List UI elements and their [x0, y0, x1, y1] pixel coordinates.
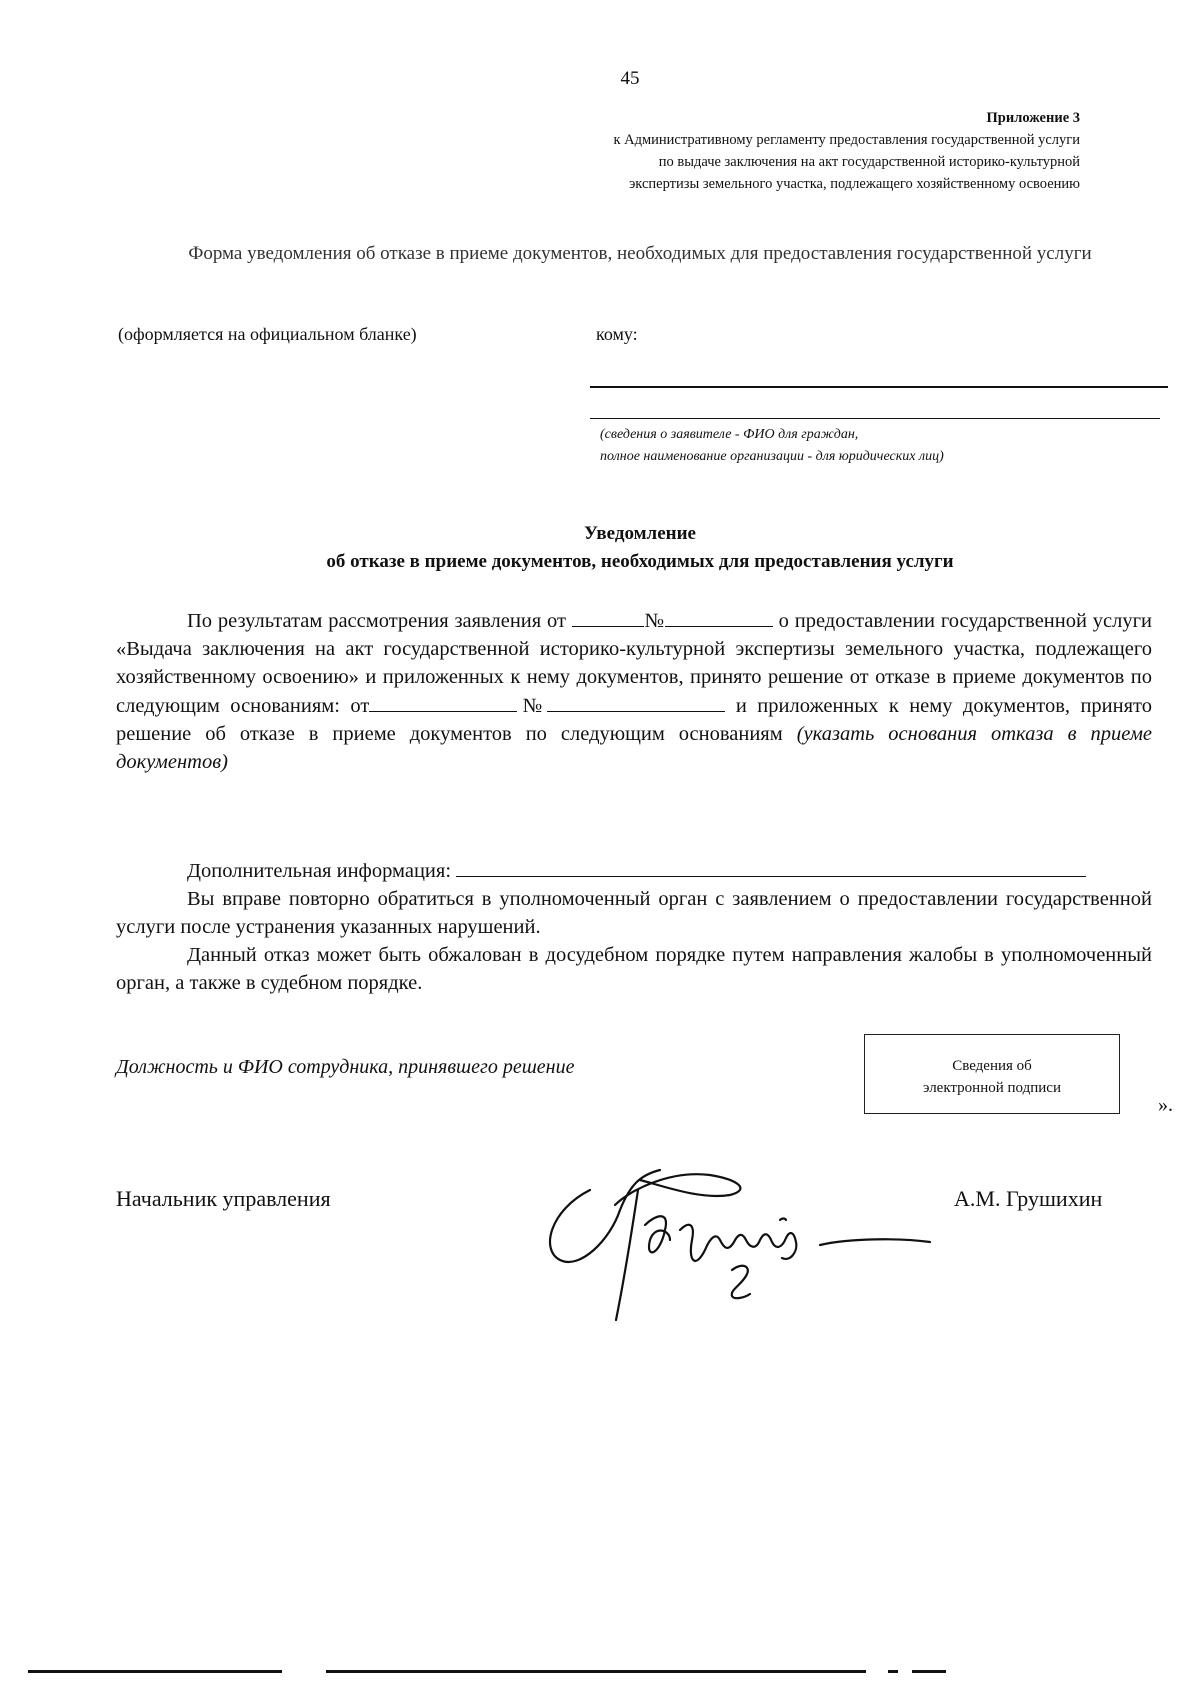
form-title: Форма уведомления об отказе в приеме документов, необходимых для предоставления государственной услуги	[188, 243, 1092, 264]
footer-rule-1	[28, 1670, 282, 1673]
head-name: А.М. Грушихин	[954, 1186, 1103, 1211]
recipient-label: кому:	[596, 324, 638, 344]
main-paragraph	[116, 606, 1152, 776]
number-blank-1	[665, 606, 773, 627]
handwritten-signature	[520, 1130, 980, 1330]
appendix-line-2: по выдаче заключения на акт государственной историко-культурной	[658, 154, 1080, 170]
paragraph-1-start: По результатам рассмотрения заявления от	[187, 610, 566, 632]
page-number: 45	[620, 68, 640, 89]
footer-rule-2	[326, 1670, 866, 1673]
secondary-paragraphs	[116, 856, 1152, 997]
closing-quote: ».	[1158, 1094, 1173, 1116]
position-label: Должность и ФИО сотрудника, принявшего решение	[116, 1056, 575, 1078]
paragraph-1	[116, 606, 1152, 776]
footer-rule-3	[888, 1670, 898, 1673]
footer-rule-4	[912, 1670, 946, 1673]
notice-title: Уведомление	[584, 523, 696, 544]
applicant-hint	[600, 424, 944, 468]
appendix-line-3: экспертизы земельного участка, подлежащего хозяйственному освоению	[629, 176, 1080, 192]
additional-info-blank	[456, 856, 1086, 877]
appendix-title: Приложение 3	[986, 110, 1080, 126]
date-blank-1	[572, 606, 644, 627]
paragraph-4: Данный отказ может быть обжалован в досудебном порядке путем направления жалобы в уполномоченный орган, а также в судебном порядке.	[116, 944, 1152, 994]
number-blank-2	[547, 691, 725, 712]
paragraph-1-middle: о предоставлении государственной услуги «Выдача заключения на акт государственной историко-культурной экспертизы земельного участка, подлежащего хозяйственному освоению» и приложенных к нему документов, принято решение от отказе в приеме документов по следующим основаниям: от	[116, 610, 1153, 717]
recipient-line-2	[590, 418, 1160, 419]
paragraph-1-end: и приложенных к нему документов, принято решение об отказе в приеме документов по следующим основаниям	[116, 695, 1152, 745]
applicant-hint-line-1: (сведения о заявителе - ФИО для граждан,	[600, 427, 859, 442]
paragraph-1-italic-note: (указать основания отказа в приеме документов)	[116, 723, 1152, 773]
signature-box-line-1: Сведения об	[952, 1058, 1032, 1074]
electronic-signature-box	[864, 1034, 1120, 1114]
additional-info-label: Дополнительная информация:	[187, 860, 452, 882]
paragraph-3: Вы вправе повторно обратиться в уполномоченный орган с заявлением о предоставлении государственной услуги после устранения указанных нарушений.	[116, 888, 1152, 938]
official-blank-note: (оформляется на официальном бланке)	[118, 324, 417, 344]
notice-heading	[120, 520, 1160, 576]
applicant-hint-line-2: полное наименование организации - для юридических лиц)	[600, 449, 944, 464]
number-sign-1: №	[643, 610, 665, 632]
head-role: Начальник управления	[116, 1186, 331, 1211]
number-sign-2: №	[517, 695, 548, 717]
appendix-line-1: к Административному регламенту предоставления государственной услуги	[613, 132, 1080, 148]
signature-box-line-2: электронной подписи	[923, 1080, 1061, 1096]
additional-info	[116, 856, 1152, 885]
recipient-line-1	[590, 386, 1168, 388]
date-blank-2	[369, 691, 517, 712]
notice-subtitle: об отказе в приеме документов, необходимых для предоставления услуги	[326, 551, 954, 572]
